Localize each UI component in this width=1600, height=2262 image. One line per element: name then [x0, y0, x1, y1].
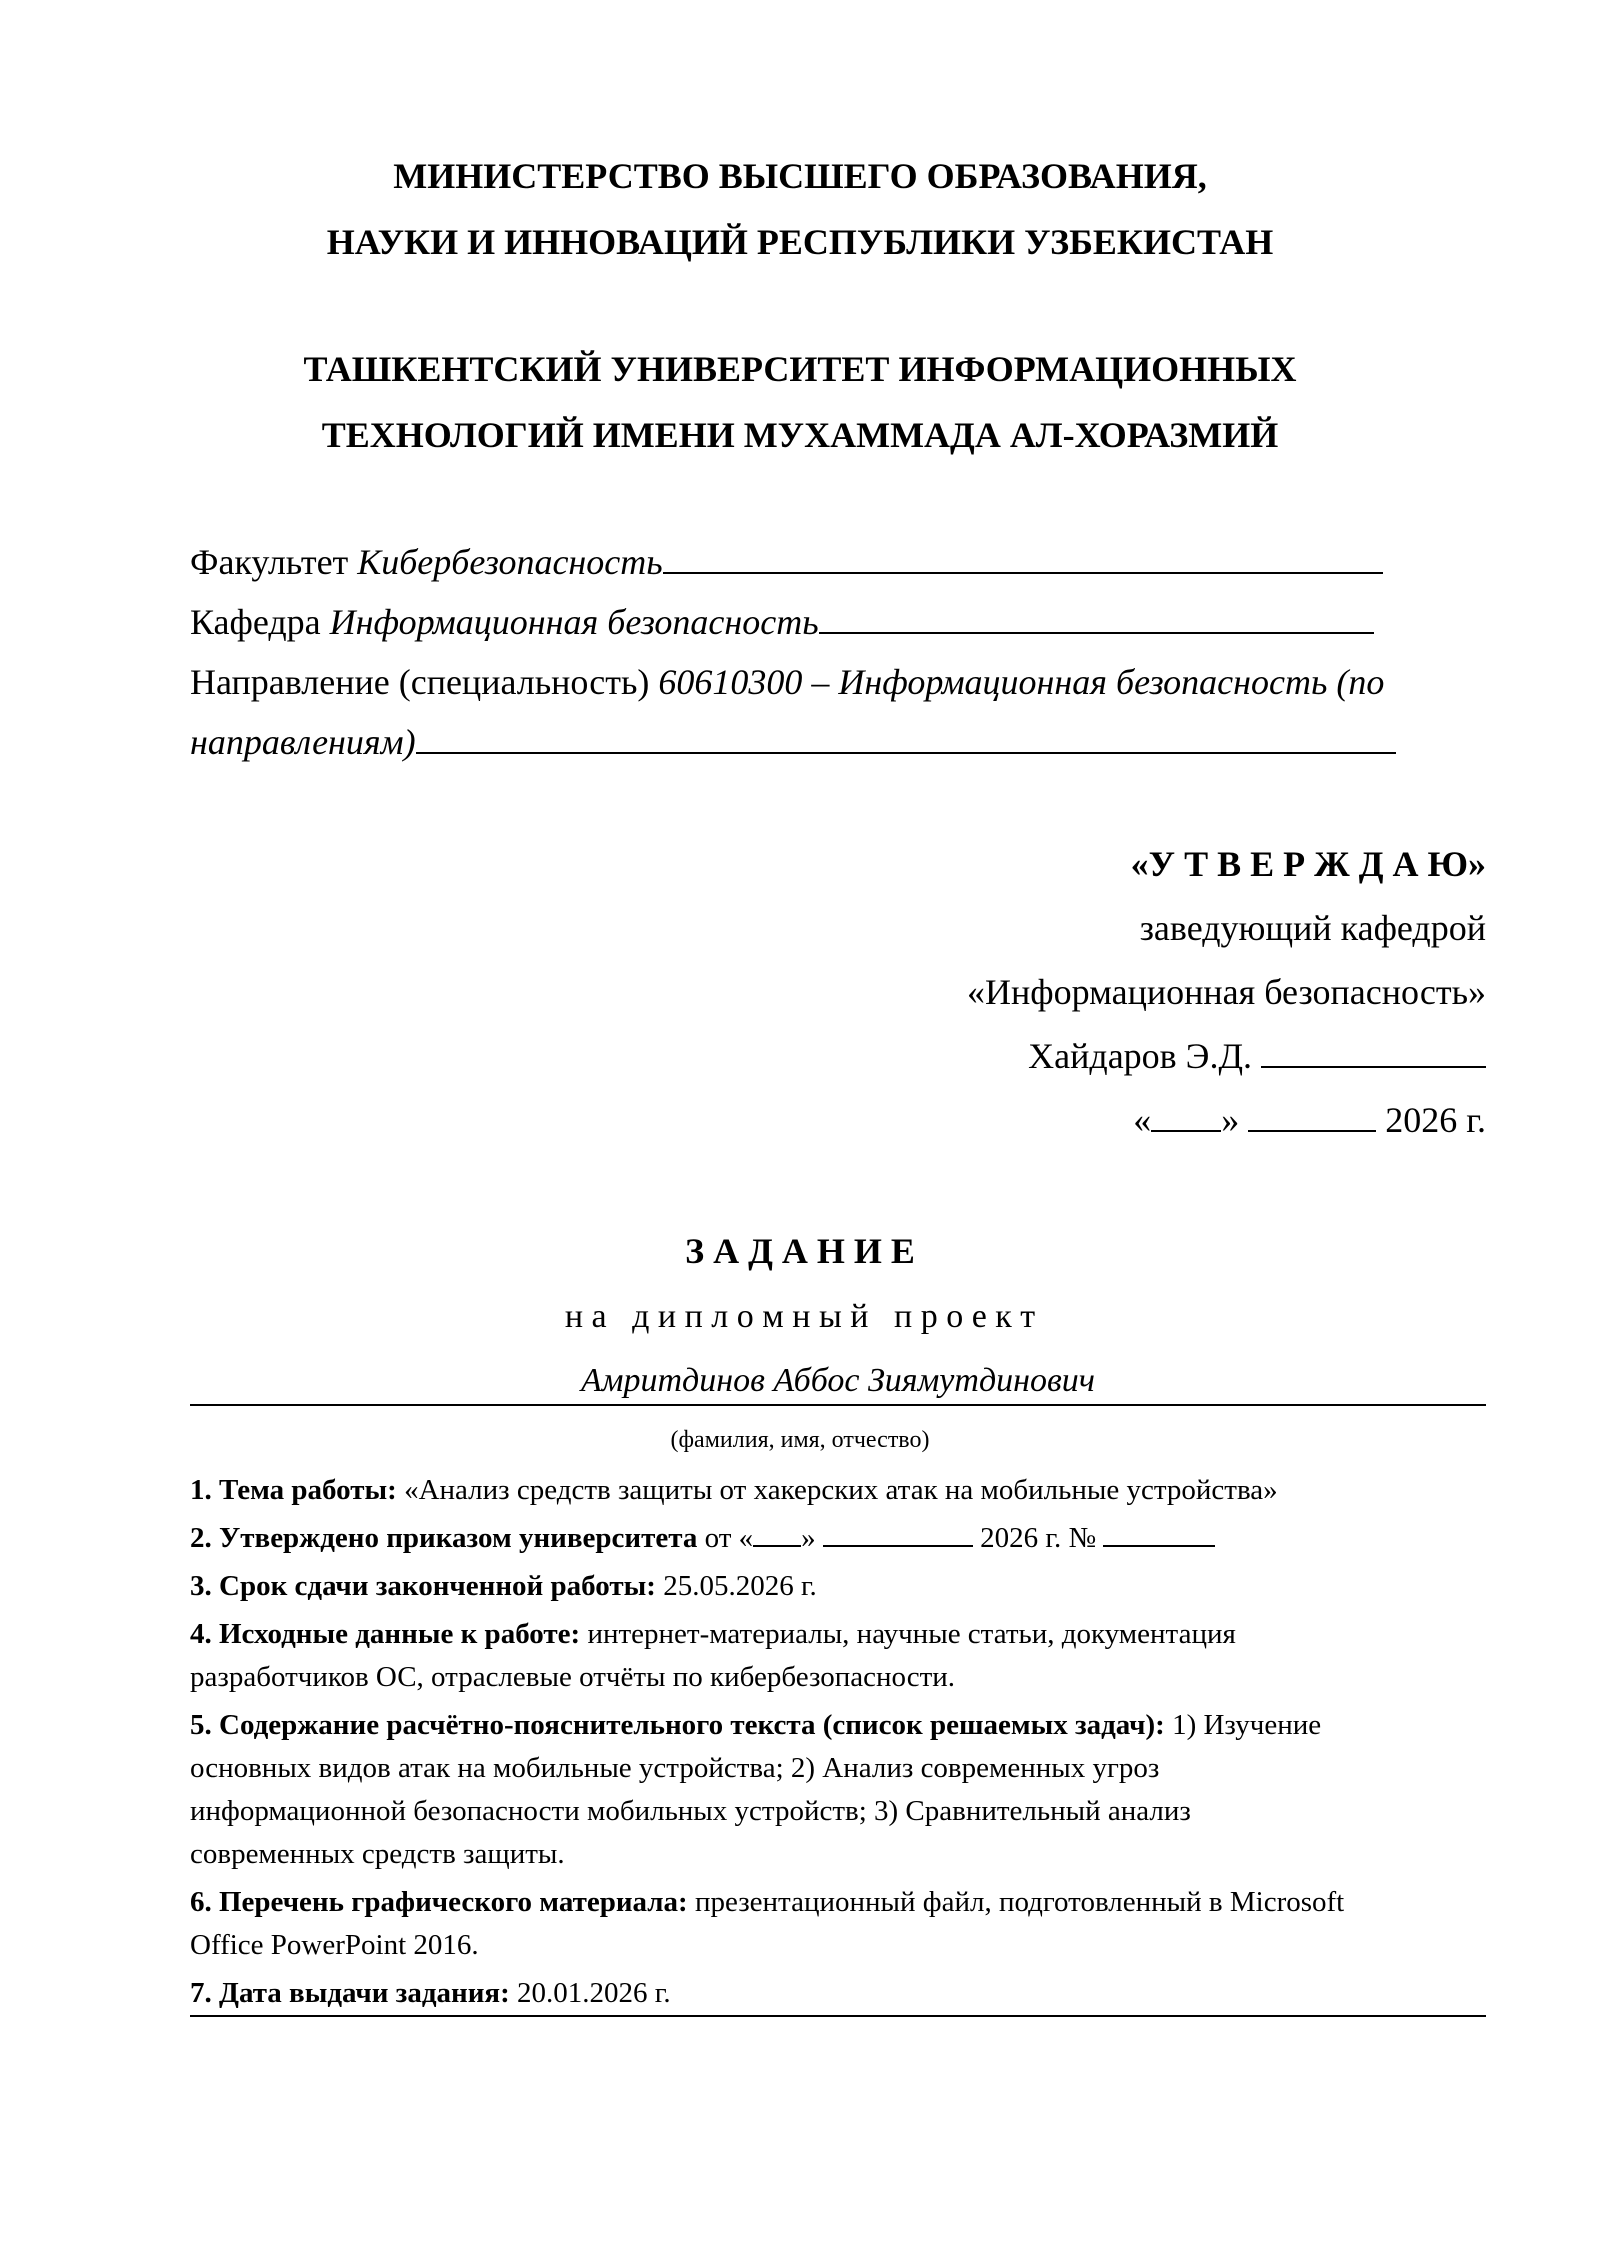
- item-topic-label: 1. Тема работы:: [190, 1474, 397, 1506]
- item-order-label: 2. Утверждено приказом университета: [190, 1522, 698, 1554]
- task-subtitle: н а д и п л о м н ы й п р о е к т: [564, 1298, 1036, 1335]
- ministry-line-1: МИНИСТЕРСТВО ВЫСШЕГО ОБРАЗОВАНИЯ,: [393, 156, 1207, 196]
- item-order-text-c: 2026 г. №: [972, 1522, 1104, 1554]
- item-contents: [190, 1704, 1486, 1876]
- item-issue-date: [190, 1972, 1486, 2017]
- direction-value-line1: 60610300 – Информационная безопасность (по: [658, 662, 1385, 702]
- item-contents-text-4: современных средств защиты.: [190, 1838, 565, 1870]
- item-deadline-text: 25.05.2026 г.: [655, 1570, 817, 1602]
- item-topic: [190, 1469, 1486, 1512]
- item-contents-text: 1) Изучение: [1164, 1709, 1322, 1741]
- item-order-text-a: от «: [697, 1522, 754, 1554]
- item-issue-date-label: 7. Дата выдачи задания:: [190, 1977, 510, 2009]
- day-blank: [1151, 1096, 1221, 1132]
- item-order: [190, 1517, 1486, 1560]
- item-source-text: интернет-материалы, научные статьи, документация: [580, 1618, 1236, 1650]
- item-contents-text-2: основных видов атак на мобильные устройства; 2) Анализ современных угроз: [190, 1752, 1160, 1784]
- department-value: Информационная безопасность: [329, 602, 819, 642]
- department-underline: [819, 592, 1374, 634]
- approval-signature-line: [967, 1024, 1486, 1088]
- faculty-label: Факультет: [190, 542, 358, 582]
- direction-value-line2: направлениям): [190, 722, 416, 762]
- task-title: З А Д А Н И Е: [685, 1231, 915, 1271]
- item-graphics-label: 6. Перечень графического материала:: [190, 1886, 688, 1918]
- item-source-data: [190, 1613, 1486, 1699]
- item-deadline: [190, 1565, 1486, 1608]
- approver-name: Хайдаров Э.Д.: [1028, 1036, 1261, 1076]
- item-deadline-label: 3. Срок сдачи законченной работы:: [190, 1570, 656, 1602]
- direction-line: [190, 652, 1410, 712]
- item-source-text-2: разработчиков ОС, отраслевые отчёты по кибербезопасности.: [190, 1661, 956, 1693]
- task-items: [190, 1469, 1486, 2017]
- item-issue-date-text: 20.01.2026 г.: [509, 1977, 671, 2009]
- order-day-blank: [753, 1517, 801, 1547]
- item-contents-text-3: информационной безопасности мобильных устройств; 3) Сравнительный анализ: [190, 1795, 1191, 1827]
- university-line-1: ТАШКЕНТСКИЙ УНИВЕРСИТЕТ ИНФОРМАЦИОННЫХ: [303, 349, 1297, 389]
- approval-title: «У Т В Е Р Ж Д А Ю»: [1130, 844, 1486, 884]
- approval-date-line: [967, 1088, 1486, 1152]
- approval-block: [967, 832, 1486, 1152]
- faculty-line: [190, 532, 1410, 592]
- ministry-heading: [0, 143, 1600, 275]
- department-line: [190, 592, 1410, 652]
- item-order-text-b: »: [801, 1522, 823, 1554]
- date-open-quote: «: [1133, 1100, 1152, 1140]
- student-name: Амритдинов Аббос Зиямутдинович: [190, 1358, 1486, 1406]
- item-contents-label: 5. Содержание расчётно-пояснительного текста (список решаемых задач):: [190, 1709, 1165, 1741]
- ministry-line-2: НАУКИ И ИННОВАЦИЙ РЕСПУБЛИКИ УЗБЕКИСТАН: [326, 222, 1274, 262]
- direction-underline: [416, 712, 1396, 754]
- approval-position: заведующий кафедрой: [1139, 908, 1486, 948]
- date-close-quote: »: [1221, 1100, 1249, 1140]
- item-topic-text: «Анализ средств защиты от хакерских атак на мобильные устройства»: [396, 1474, 1278, 1506]
- item-source-label: 4. Исходные данные к работе:: [190, 1618, 581, 1650]
- direction-label: Направление (специальность): [190, 662, 659, 702]
- order-number-blank: [1103, 1517, 1215, 1547]
- department-label: Кафедра: [190, 602, 330, 642]
- approval-department: «Информационная безопасность»: [967, 972, 1486, 1012]
- university-heading: [0, 336, 1600, 468]
- date-year: 2026 г.: [1376, 1100, 1486, 1140]
- name-caption: (фамилия, имя, отчество): [670, 1427, 930, 1453]
- order-month-blank: [823, 1517, 973, 1547]
- faculty-info: [190, 532, 1410, 772]
- direction-line-2: [190, 712, 1410, 772]
- signature-blank: [1261, 1032, 1486, 1068]
- faculty-value: Кибербезопасность: [357, 542, 663, 582]
- item-graphics-text-2: Office PowerPoint 2016.: [190, 1929, 479, 1961]
- faculty-underline: [663, 532, 1383, 574]
- item-graphics-text: презентационный файл, подготовленный в Microsoft: [687, 1886, 1345, 1918]
- university-line-2: ТЕХНОЛОГИЙ ИМЕНИ МУХАММАДА АЛ-ХОРАЗМИЙ: [321, 415, 1279, 455]
- item-graphics: [190, 1881, 1486, 1967]
- month-blank: [1248, 1096, 1376, 1132]
